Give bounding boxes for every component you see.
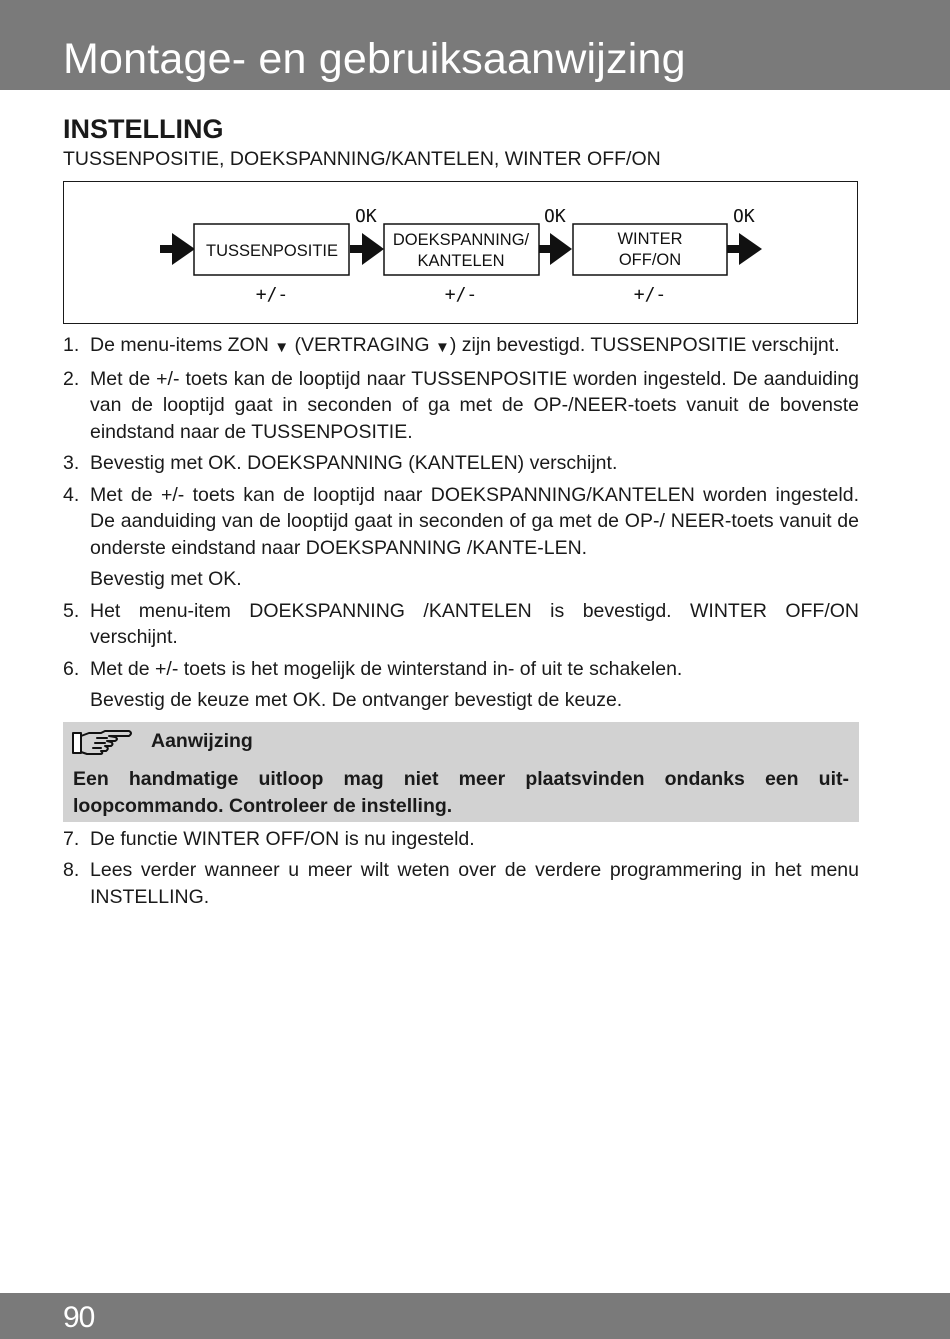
step-4-continuation: Bevestig met OK. [90,568,242,590]
step-5 [63,598,859,651]
box-label-winter-line2: OFF/ON [618,251,682,269]
step-number: 2. [63,367,80,390]
flow-arrow-1 [160,233,195,265]
ok-label-3: OK [733,206,755,227]
step-1 [63,332,859,361]
pointing-hand-icon [71,727,135,757]
section-subtitle: TUSSENPOSITIE, DOEKSPANNING/KANTELEN, WINTER OFF/ON [63,148,661,170]
step-text: Met de +/- toets kan de looptijd naar TUSSENPOSITIE worden ingesteld. De aanduiding van de looptijd gaat in seconden of ga met de OP-/NEER-toets vanuit de bovenste eindstand naar de TUSSENPOSITIE. [90,367,859,443]
step-4 [63,482,859,562]
step-text: Lees verder wanneer u meer wilt weten over de verdere programmering in het menu INSTELLING. [90,859,859,908]
step-text: De functie WINTER OFF/ON is nu ingesteld. [90,827,475,850]
flow-arrow-4 [727,233,762,265]
box-label-winter-line1: WINTER [617,230,683,248]
step-number: 6. [63,657,80,680]
step-number: 1. [63,334,80,356]
adjust-label-2: +/- [444,284,478,305]
flow-arrow-3 [538,233,572,265]
footer-bar [0,1293,950,1339]
step-text: Het menu-item DOEKSPANNING /KANTELEN is bevestigd. WINTER OFF/ON verschijnt. [90,599,859,648]
step-2 [63,366,859,446]
note-text: Een handmatige uitloop mag niet meer plaatsvinden ondanks een uit-loopcommando. Controleer de instelling. [73,767,849,817]
step-text: Met de +/- toets kan de looptijd naar DOEKSPANNING/KANTELEN worden ingesteld. De aanduiding van de looptijd gaat in seconden of ga met de OP-/ NEER-toets vanuit de onderste eindstand naar DOEKSPANNING /KANTE-LEN. [90,483,859,559]
ok-label-2: OK [544,206,566,227]
menu-flow-diagram [63,181,858,324]
page-header-title: Montage- en gebruiksaanwijzing [63,35,686,83]
instruction-list [63,332,859,915]
step-text: De menu-items ZON [90,334,275,356]
box-label-doekspanning-line1: DOEKSPANNING/ [392,231,530,249]
step-6 [63,656,859,683]
step-text: Met de +/- toets is het mogelijk de winterstand in- of uit te schakelen. [90,657,683,680]
adjust-label-3: +/- [633,284,667,305]
step-text: ) zijn bevestigd. TUSSENPOSITIE verschijnt. [449,334,840,356]
step-text: Bevestig met OK. DOEKSPANNING (KANTELEN) verschijnt. [90,452,618,474]
adjust-label-1: +/- [255,284,289,305]
box-label-doekspanning-line2: KANTELEN [417,252,505,270]
triangle-down-icon: ▼ [434,339,450,356]
step-3 [63,450,859,477]
section-title: INSTELLING [63,114,224,144]
step-7 [63,826,859,853]
step-number: 3. [63,452,80,474]
page-number: 90 [63,1301,95,1334]
triangle-down-icon: ▼ [274,339,290,356]
note-box [63,722,859,822]
step-number: 4. [63,483,80,506]
step-8 [63,857,859,910]
step-number: 8. [63,859,80,881]
flow-arrow-2 [350,233,384,265]
note-title: Aanwijzing [151,730,253,753]
ok-label-1: OK [355,206,377,227]
step-6-continuation: Bevestig de keuze met OK. De ontvanger bevestigt de keuze. [90,689,623,711]
step-number: 5. [63,599,80,622]
step-number: 7. [63,827,80,850]
step-text: (VERTRAGING [289,334,435,356]
note-header [73,726,849,758]
box-label-tussenpositie: TUSSENPOSITIE [205,242,339,260]
